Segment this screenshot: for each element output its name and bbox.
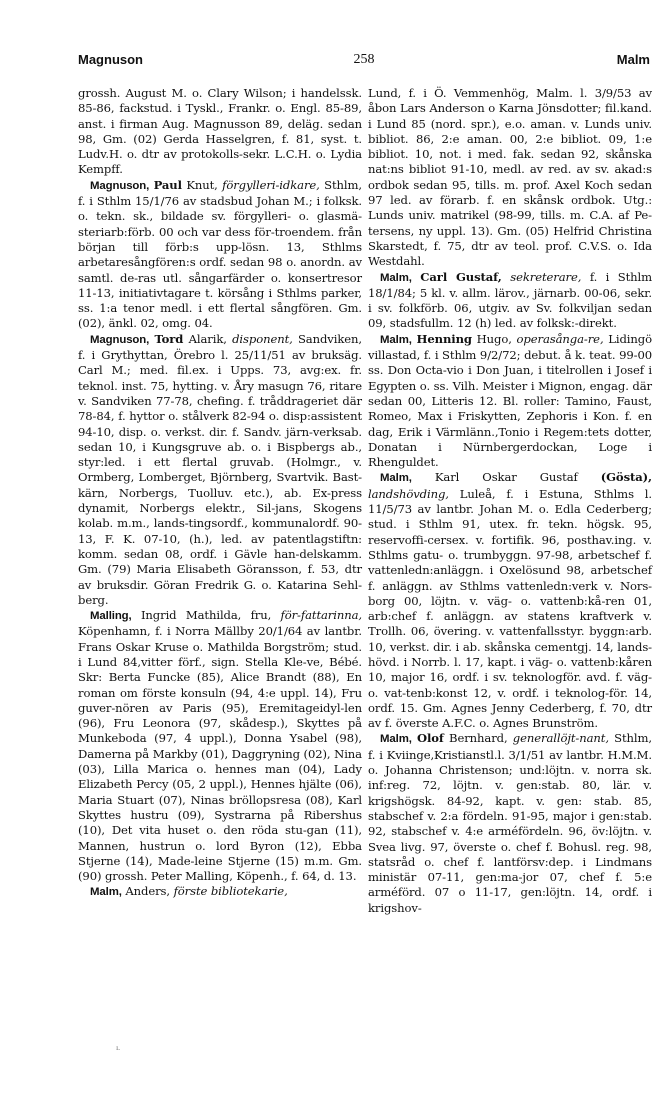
entry-text: Köpenhamn, f. i Norra Mällby 20/1/64 av lantbr. Frans Oskar Kruse o. Mathilda Borgström; stud. i Lund 84,vitter förf., sign. Stella Kle-ve, Bébé. Skr: Berta Funcke (85), Alice Brandt (88), En roman om förste konsuln (94, 4:e uppl. 14), Fru guver-nören av Paris (95), Eremitageidyl-len (96), Fru Leonora (97, skådesp.), Skyttes på Munkeboda (97, 4 uppl.), Donna Ysabel (98), Damerna på Markby (01), Daggryning (02), Nina (03), Lilla Marica o. hennes man (04), Lady Elizabeth Percy (05, 2 uppl.), Hennes hjälte (06), Maria Stuart (07), Ninas bröllopsresa (08), Karl Skyttes hustru (09), Systrarna på Ribershus (10), Det vita huset o. den röda stu-gan (11), Mannen, hustrun o. lord Byron (12), Ebba Stjerne (14), Made-leine Stjerne (15) m.m. Gm. (90) grossh. Peter Malling, Köpenh., f. 64, d. 13. <box>78 624 362 884</box>
entry-henning-malm <box>368 332 652 471</box>
entry-surname: Magnuson, <box>90 179 150 192</box>
entry-text: Luleå, f. i Estuna, Sthlms l. 11/5/73 av lantbr. Johan M. o. Edla Cederberg; stud. i Sthlm 91, utex. fr. tekn. högsk. 95, reservoffi-cersex. v. fortifik. 96, posthav.ing. v. Sthlms gatu- o. trumbyggn. 97-98, arbetschef f. vattenledn:anläggn. i Oxelösund 98, arbetschef f. anläggn. av Sthlms vattenledn:verk v. Nors-borg 00, löjtn. v. väg- o. vattenb:kå-ren 01, arb:chef f. anläggn. av statens kraftverk v. Trollh. 06, övering. v. vattenfallsstyr. byggn:arb. 10, verkst. dir. i ab. skånska cementgj. 14, lands-hövd. i Norrb. l. 17, kapt. i väg- o. vattenb:kåren 10, major 16, ordf. i sv. teknologför. avd. f. väg- o. vat-tenb:konst 12, v. ordf. i teknolog-för. 14, ordf. 15. Gm. Agnes Jenny Cederberg, f. 70, dtr av f. överste A.F.C. o. Agnes Brunström. <box>368 486 652 731</box>
entry-text: f. i Sthlm 18/1/84; 5 kl. v. allm. lärov., järnarb. 00-06, sekr. i sv. folkförb. 06, utgiv. av Sv. folkviljan sedan 09, stadsfullm. 12 (h) led. av folksk:-direkt. <box>368 269 652 331</box>
page-header <box>78 52 650 72</box>
entry-title: generallöjt-nant, <box>512 731 609 746</box>
entry-gosta-malm <box>368 470 652 731</box>
entry-given-name: Carl Gustaf, <box>420 269 502 284</box>
entry-surname: Malling, <box>90 610 132 623</box>
entry-text: Lund, f. i Ö. Vemmenhög, Malm. l. 3/9/53 av åbon Lars Anderson o Karna Jönsdotter; fil.kand. i Lund 85 (nord. spr.), e.o. aman. v. Lunds univ. bibliot. 86, 2:e aman. 00, 2:e bibliot. 09, 1:e bibliot. 10, not. i med. fak. sedan 92, skånska nat:ns bibliot 91-10, medl. av red. av sv. akad:s ordbok sedan 95, tills. m. prof. Axel Koch sedan 97 led. av förarb. f. en skånsk ordbok. Utg.: Lunds univ. matrikel (98-99, tills. m. C.A. af Pe-tersens, ny uppl. 13). Gm. (05) Helfrid Christina Skarstedt, f. 75, dtr av teol. prof. C.V.S. o. Ida Westdahl. <box>368 86 652 269</box>
entry-given-name: Tord <box>154 331 184 346</box>
entry-continuation <box>368 86 652 270</box>
entry-given-name: Olof <box>417 731 444 746</box>
entry-middle-name: Ingrid Mathilda, fru, <box>140 608 272 623</box>
entry-text: Lidingö villastad, f. i Sthlm 9/2/72; debut. å k. teat. 99-00 ss. Don Octa-vio i Don Juan, i titelrollen i Josef i Egypten o. ss. Vilh. Meister i Mignon, engag. där sedan 00, Litteris 12. Bl. roller: Tamino, Faust, Romeo, Max i Friskytten, Zephoris i Kon. f. en dag, Erik i Värmlänn.,Tonio i Regem:tets dotter, Donatan i Nürnbergerdockan, Loge i Rhenguldet. <box>368 331 652 470</box>
entry-tord-magnuson <box>78 332 362 608</box>
entry-surname: Malm, <box>90 886 122 899</box>
entry-text: Sandviken, f. i Grythyttan, Örebro l. 25/11/51 av bruksäg. Carl M.; med. fil.ex. i Upps. 73, avg:ex. fr. teknol. inst. 75, hytting. v. Åry masugn 76, ritare v. Sandviken 77-78, chefing. f. tråddrageriet där 78-84, f. hyttor o. stålverk 82-94 o. disp:assistent 94-10, disp. o. verkst. dir. f. Sandv. järn-verksab. sedan 10, i Kungsgruve ab. o. i Bispbergs ab., styr:led. i ett flertal gruvab. (Holmgr., v. Ormberg, Lomberget, Björnberg, Svartvik. Bast-kärn, Norbergs, Tuolluv. etc.), ab. Ex-press dynamit, Norbergs elektr., Sil-jans, Skogens kolab. m.m., lands-tingsordf., kommunalordf. 90-13, F. K. 07-10, (h.), led. av patentlagstiftn: komm. sedan 08, ordf. i Gävle han-delskamm. Gm. (79) Maria Elisabeth Göransson, f. 53, dtr av bruksdir. Göran Fredrik G. o. Katarina Sehl-berg. <box>78 331 363 607</box>
entry-continuation <box>78 86 362 178</box>
entry-given-name: (Gösta), <box>600 470 652 485</box>
entry-title: operasånga-re, <box>516 331 604 346</box>
stray-print-mark: ᴸ <box>116 1046 120 1056</box>
entry-title: landshövding, <box>368 486 449 501</box>
entry-anders-malm <box>78 884 362 900</box>
entry-middle-name: Hugo, <box>476 331 512 346</box>
entry-title: sekreterare, <box>510 269 582 284</box>
entry-text: Sthlm, f. i Sthlm 15/1/76 av stadsbud Johan M.; i folksk. o. tekn. sk., bildade sv. förgylleri- o. glasmä-steriarb:förb. 00 och var dess för-troendem. från början till förb:s upp-lösn. 13, Sthlms arbetaresångfören:s ordf. sedan 98 o. anordn. av samtl. de-ras utl. sångarfärder o. konsertresor 11-13, initiativtagare t. körsång i Sthlms parker, ss. 1:a tenor medl. i ett flertal sångfören. Gm. (02), änkl. 02, omg. 04. <box>78 177 362 331</box>
entry-paul-magnuson <box>78 178 362 332</box>
entry-given-name: Paul <box>153 177 182 192</box>
entry-middle-name: Karl Oskar Gustaf <box>434 470 578 485</box>
entry-middle-name: Bernhard, <box>449 731 508 746</box>
entry-carl-malm <box>368 270 652 332</box>
header-left-word: Magnuson <box>78 52 143 67</box>
entry-middle-name: Alarik, <box>188 331 227 346</box>
entry-surname: Malm, <box>380 333 412 346</box>
entry-text: Sthlm, f. i Kviinge,Kristianstl.l. 3/1/51 av lantbr. H.M.M. o. Johanna Christenson; und:löjtn. v. norra sk. inf:reg. 72, löjtn. v. gen:stab. 80, lär. v. krigshögsk. 84-92, kapt. v. gen: stab. 85, stabschef v. 2:a fördeln. 91-95, major i gen:stab. 92, stabschef v. 4:e arméfördeln. 96, öv:löjtn. v. Svea livg. 97, överste o. chef f. Bohusl. reg. 98, statsråd o. chef f. lantförsv:dep. i Lindmans ministär 07-11, gen:ma-jor 07, chef f. 5:e arméförd. 07 o 11-17, gen:löjtn. 14, ordf. i krigshov- <box>368 731 652 915</box>
page-number: 258 <box>353 52 375 67</box>
entry-surname: Malm, <box>380 472 412 485</box>
entry-surname: Magnuson, <box>90 333 150 346</box>
header-right-word: Malm <box>616 52 650 67</box>
entry-ingrid-malling <box>78 608 362 884</box>
entry-olof-malm <box>368 731 652 916</box>
entry-text: grossh. August M. o. Clary Wilson; i handelssk. 85-86, fackstud. i Tyskl., Frankr. o. Engl. 85-89, anst. i firman Aug. Magnusson 89, deläg. sedan 98, Gm. (02) Gerda Hasselgren, f. 81, syst. t. Ludv.H. o. dtr av protokolls-sekr. L.C.H. o. Lydia Kempff. <box>78 86 362 177</box>
entry-title: förste bibliotekarie, <box>173 884 288 899</box>
entry-title: disponent, <box>232 331 293 346</box>
right-column <box>368 86 652 916</box>
entry-title: för-fattarinna, <box>280 608 362 623</box>
entry-given-name: Henning <box>416 331 472 346</box>
entry-surname: Malm, <box>380 733 412 746</box>
entry-middle-name: Knut, <box>186 177 218 192</box>
left-column <box>78 86 362 901</box>
entry-surname: Malm, <box>380 271 412 284</box>
entry-title: förgylleri-idkare, <box>222 177 320 192</box>
entry-given-name: Anders, <box>125 884 170 899</box>
